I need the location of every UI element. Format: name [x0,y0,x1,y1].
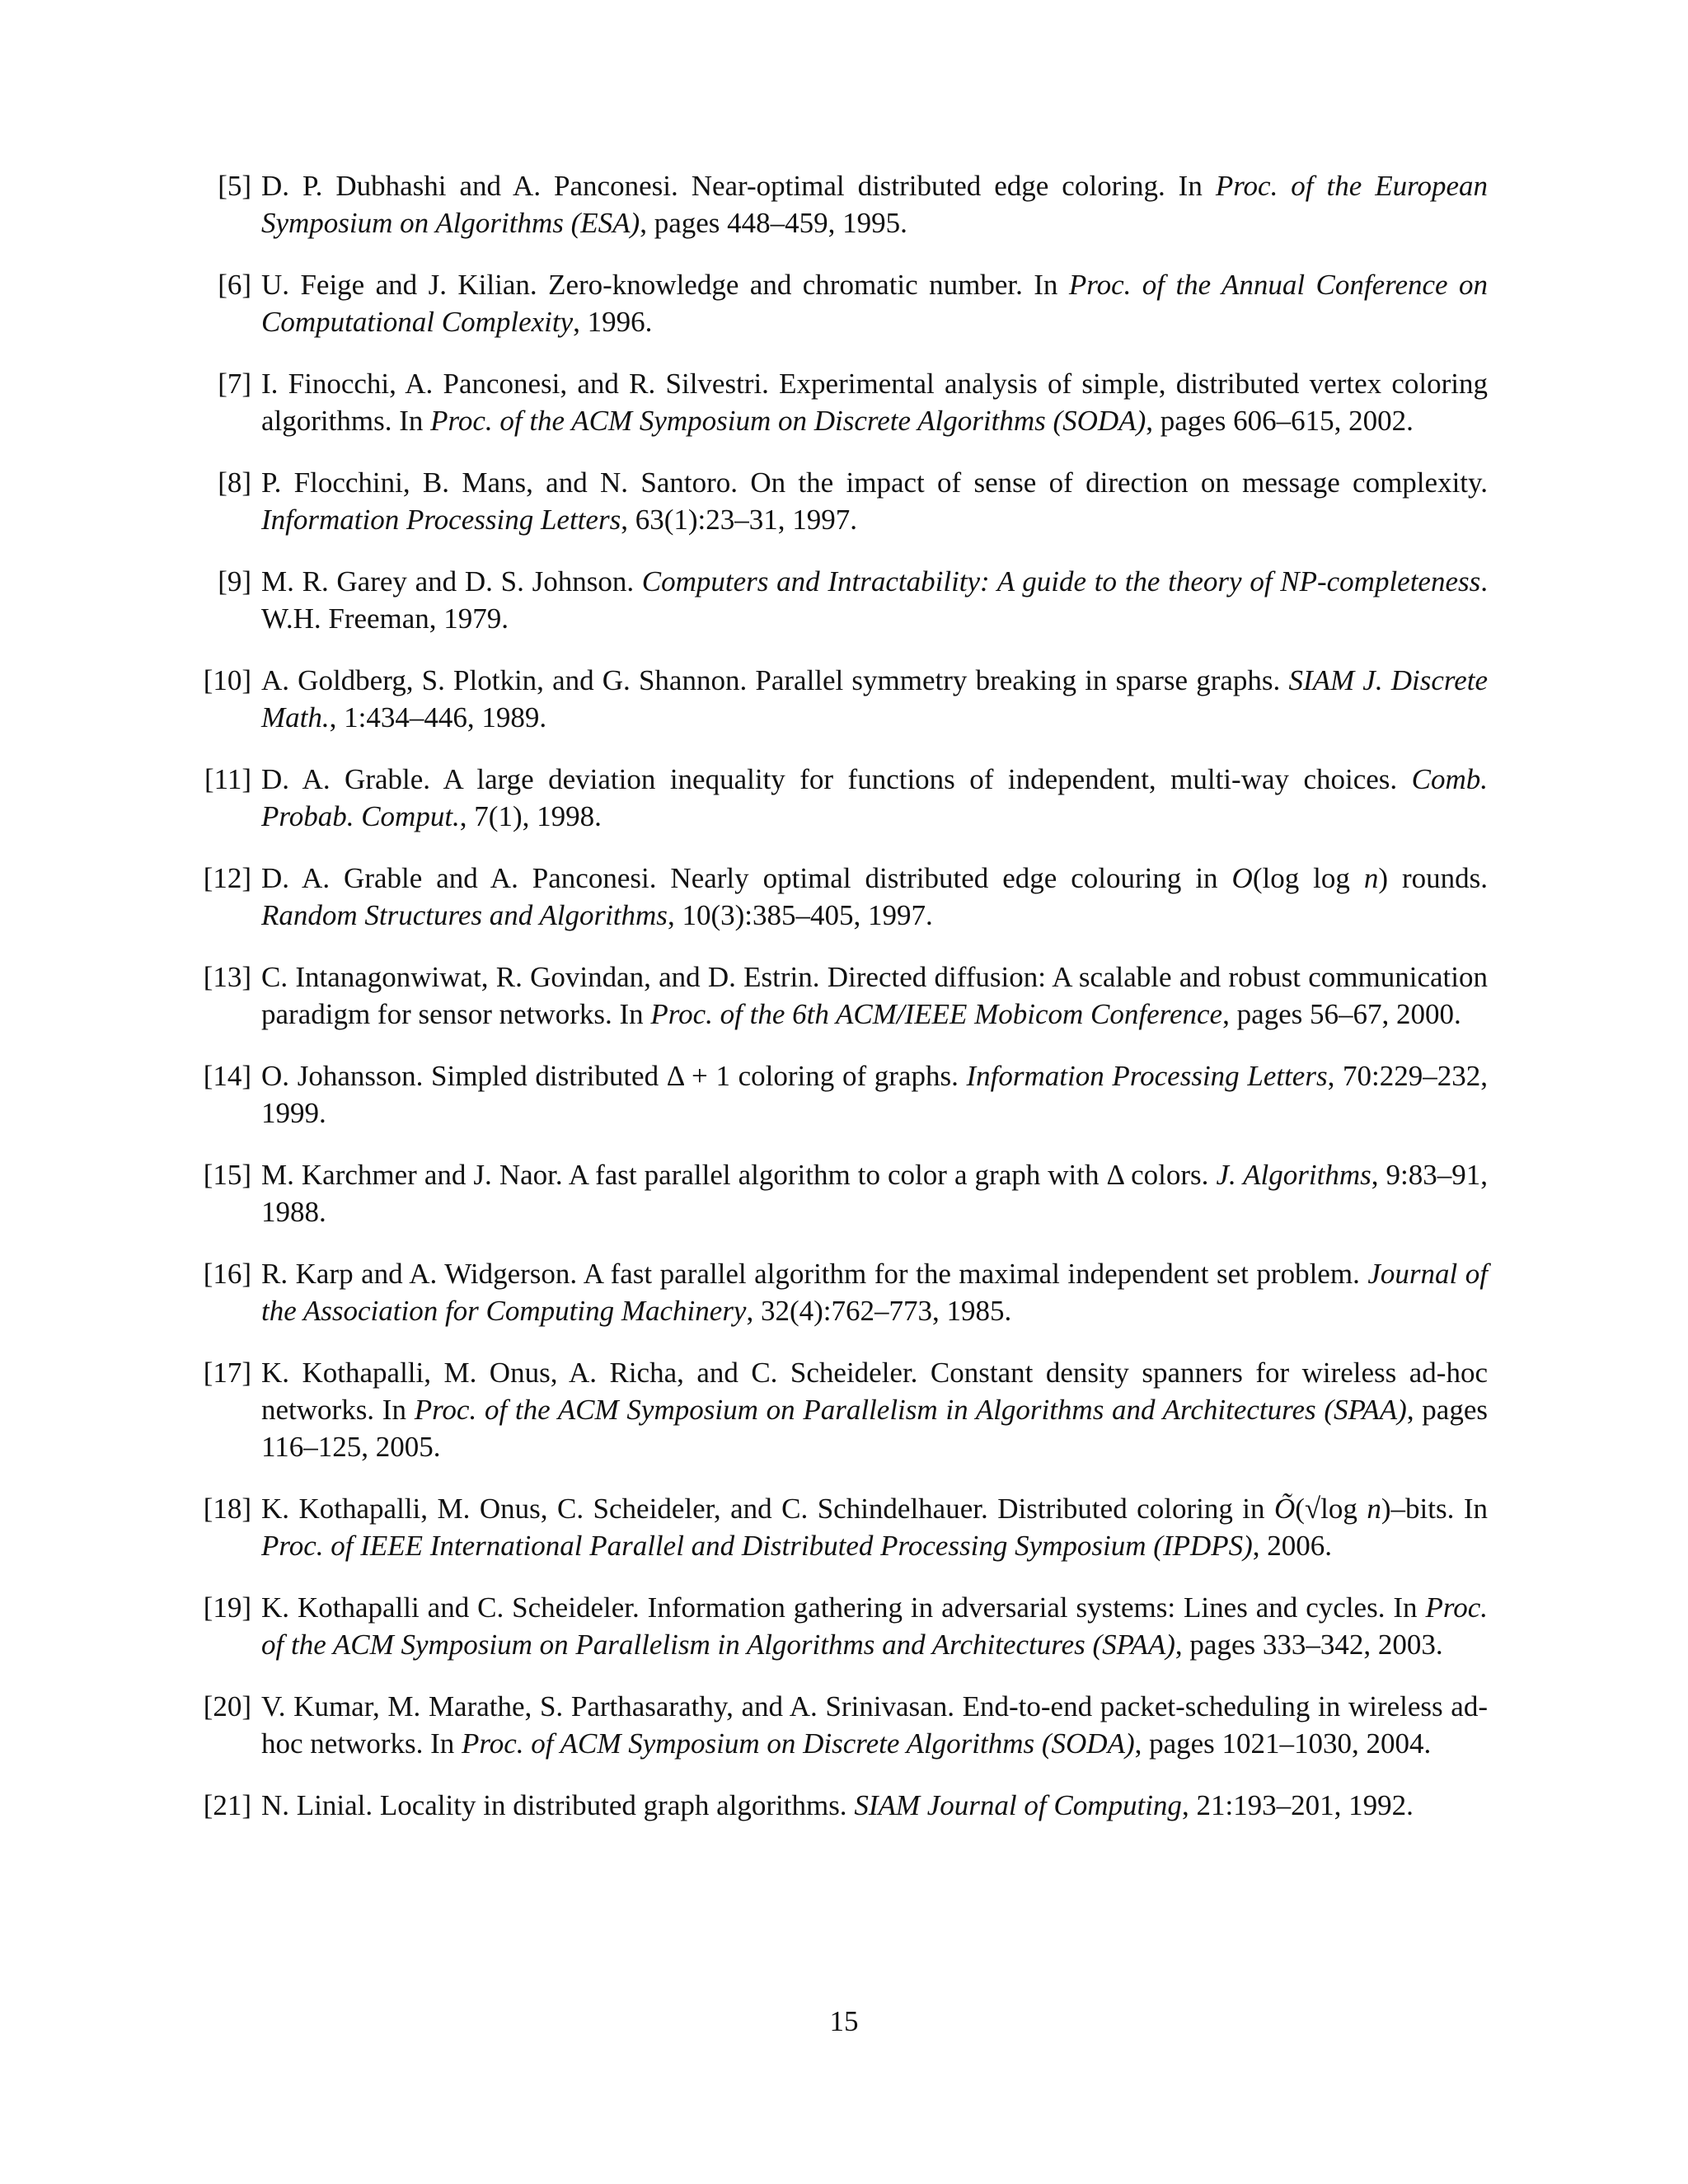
reference-italic-segment: Proc. of the ACM Symposium on Parallelism in Algorithms and Architectures (SPAA) [261,1591,1488,1661]
reference-segment: M. R. Garey and D. S. Johnson. [261,565,642,598]
reference-italic-segment: Proc. of ACM Symposium on Discrete Algorithms (SODA) [462,1727,1135,1760]
reference-entry [194,1255,1488,1329]
reference-segment: , 9:83–91, 1988. [261,1159,1488,1228]
reference-italic-segment: Proc. of the ACM Symposium on Parallelism in Algorithms and Architectures (SPAA) [414,1394,1407,1426]
reference-segment: I. Finocchi, A. Panconesi, and R. Silvestri. Experimental analysis of simple, distributed vertex coloring algorithms. In [261,368,1488,437]
reference-segment: ) rounds. [1378,862,1489,894]
reference-segment: P. Flocchini, B. Mans, and N. Santoro. On the impact of sense of direction on message complexity. [261,466,1488,499]
reference-italic-segment: Proc. of the 6th ACM/IEEE Mobicom Conference [650,998,1223,1030]
reference-text [261,464,1488,538]
reference-italic-segment: Õ [1274,1493,1296,1525]
reference-entry [194,1354,1488,1465]
reference-italic-segment: Comb. Probab. Comput. [261,763,1488,832]
reference-text [261,1688,1488,1762]
reference-segment: K. Kothapalli, M. Onus, C. Scheideler, and C. Schindelhauer. Distributed coloring in [261,1493,1275,1525]
reference-number: [17] [203,1357,251,1389]
reference-entry [194,266,1488,340]
reference-text [261,563,1488,637]
reference-italic-segment: n [1367,1493,1381,1525]
reference-italic-segment: SIAM Journal of Computing [854,1789,1182,1821]
reference-text [261,860,1488,934]
reference-italic-segment: Computers and Intractability: A guide to the theory of NP-completeness [641,565,1481,598]
reference-number: [19] [203,1591,251,1624]
reference-segment: , pages 116–125, 2005. [261,1394,1488,1463]
reference-number: [13] [203,961,251,993]
reference-text [261,1255,1488,1329]
reference-text [261,1589,1488,1663]
reference-entry [194,1787,1488,1824]
reference-entry [194,1156,1488,1230]
reference-segment: , pages 448–459, 1995. [640,207,907,239]
reference-text [261,266,1488,340]
reference-entry [194,563,1488,637]
reference-number: [18] [203,1493,251,1525]
reference-italic-segment: J. Algorithms [1216,1159,1372,1191]
reference-segment: (√log [1295,1493,1367,1525]
reference-entry [194,167,1488,241]
reference-text [261,1057,1488,1132]
reference-segment: N. Linial. Locality in distributed graph algorithms. [261,1789,855,1821]
reference-segment: O. Johansson. Simpled distributed Δ + 1 coloring of graphs. [261,1060,967,1092]
reference-segment: , 32(4):762–773, 1985. [746,1295,1012,1327]
reference-segment: , 63(1):23–31, 1997. [621,504,857,536]
reference-list [194,167,1488,1849]
reference-text [261,662,1488,736]
reference-segment: , 1:434–446, 1989. [329,701,547,733]
reference-segment: , 7(1), 1998. [459,800,602,832]
reference-text [261,761,1488,835]
reference-italic-segment: Proc. of the ACM Symposium on Discrete Algorithms (SODA) [430,405,1146,437]
reference-entry [194,1057,1488,1132]
reference-segment: )–bits. In [1381,1493,1488,1525]
reference-segment: U. Feige and J. Kilian. Zero-knowledge and chromatic number. In [261,269,1069,301]
reference-entry [194,860,1488,934]
reference-italic-segment: n [1363,862,1379,894]
reference-segment: A. Goldberg, S. Plotkin, and G. Shannon. Parallel symmetry breaking in sparse graphs. [261,664,1289,696]
reference-italic-segment: Information Processing Letters [261,504,621,536]
reference-segment: , 10(3):385–405, 1997. [667,899,933,931]
reference-segment: D. A. Grable and A. Panconesi. Nearly optimal distributed edge colouring in [261,862,1232,894]
reference-segment: , pages 1021–1030, 2004. [1134,1727,1432,1760]
reference-segment: , pages 56–67, 2000. [1222,998,1461,1030]
reference-number: [20] [203,1690,251,1722]
reference-number: [12] [203,862,251,894]
reference-number: [11] [204,763,251,795]
reference-text [261,365,1488,439]
reference-segment: C. Intanagonwiwat, R. Govindan, and D. Estrin. Directed diffusion: A scalable and robust communication paradigm for sensor networks. In [261,961,1488,1030]
reference-segment: K. Kothapalli and C. Scheideler. Information gathering in adversarial systems: Lines and cycles. In [261,1591,1426,1624]
reference-segment: (log log [1252,862,1364,894]
reference-text [261,958,1488,1033]
reference-number: [8] [218,466,251,499]
reference-number: [9] [218,565,251,598]
reference-entry [194,662,1488,736]
reference-text [261,1490,1488,1564]
reference-number: [5] [218,170,251,202]
reference-number: [14] [203,1060,251,1092]
reference-entry [194,1490,1488,1564]
reference-segment: K. Kothapalli, M. Onus, A. Richa, and C. Scheideler. Constant density spanners for wireless ad-hoc networks. In [261,1357,1488,1426]
reference-segment: . W.H. Freeman, 1979. [261,565,1488,635]
reference-segment: D. P. Dubhashi and A. Panconesi. Near-optimal distributed edge coloring. In [261,170,1216,202]
reference-text [261,1156,1488,1230]
reference-entry [194,365,1488,439]
reference-segment: , 1996. [573,306,653,338]
reference-number: [16] [203,1258,251,1290]
reference-number: [21] [203,1789,251,1821]
reference-italic-segment: Random Structures and Algorithms [261,899,668,931]
reference-italic-segment: SIAM J. Discrete Math. [261,664,1489,733]
reference-segment: M. Karchmer and J. Naor. A fast parallel algorithm to color a graph with Δ colors. [261,1159,1217,1191]
reference-italic-segment: Information Processing Letters [966,1060,1328,1092]
reference-italic-segment: Proc. of the European Symposium on Algorithms (ESA) [261,170,1488,239]
reference-text [261,167,1488,241]
reference-entry [194,1589,1488,1663]
reference-segment: V. Kumar, M. Marathe, S. Parthasarathy, and A. Srinivasan. End-to-end packet-scheduling in wireless ad-hoc networks. In [261,1690,1488,1760]
reference-segment: , pages 606–615, 2002. [1146,405,1414,437]
reference-segment: , 70:229–232, 1999. [261,1060,1488,1129]
page-number: 15 [829,2005,859,2037]
reference-text [261,1354,1488,1465]
reference-italic-segment: Journal of the Association for Computing Machinery [261,1258,1488,1327]
reference-italic-segment: Proc. of IEEE International Parallel and Distributed Processing Symposium (IPDPS) [261,1530,1253,1562]
reference-segment: D. A. Grable. A large deviation inequality for functions of independent, multi-way choices. [261,763,1412,795]
reference-number: [15] [203,1159,251,1191]
reference-entry [194,958,1488,1033]
reference-segment: , pages 333–342, 2003. [1175,1629,1443,1661]
reference-segment: , 2006. [1252,1530,1333,1562]
reference-segment: R. Karp and A. Widgerson. A fast parallel algorithm for the maximal independent set problem. [261,1258,1368,1290]
reference-segment: , 21:193–201, 1992. [1181,1789,1414,1821]
reference-entry [194,464,1488,538]
reference-number: [6] [218,269,251,301]
reference-number: [7] [218,368,251,400]
reference-number: [10] [203,664,251,696]
reference-entry [194,1688,1488,1762]
reference-entry [194,761,1488,835]
reference-text [261,1787,1488,1824]
reference-italic-segment: Proc. of the Annual Conference on Computational Complexity [261,269,1488,338]
reference-italic-segment: O [1231,862,1253,894]
